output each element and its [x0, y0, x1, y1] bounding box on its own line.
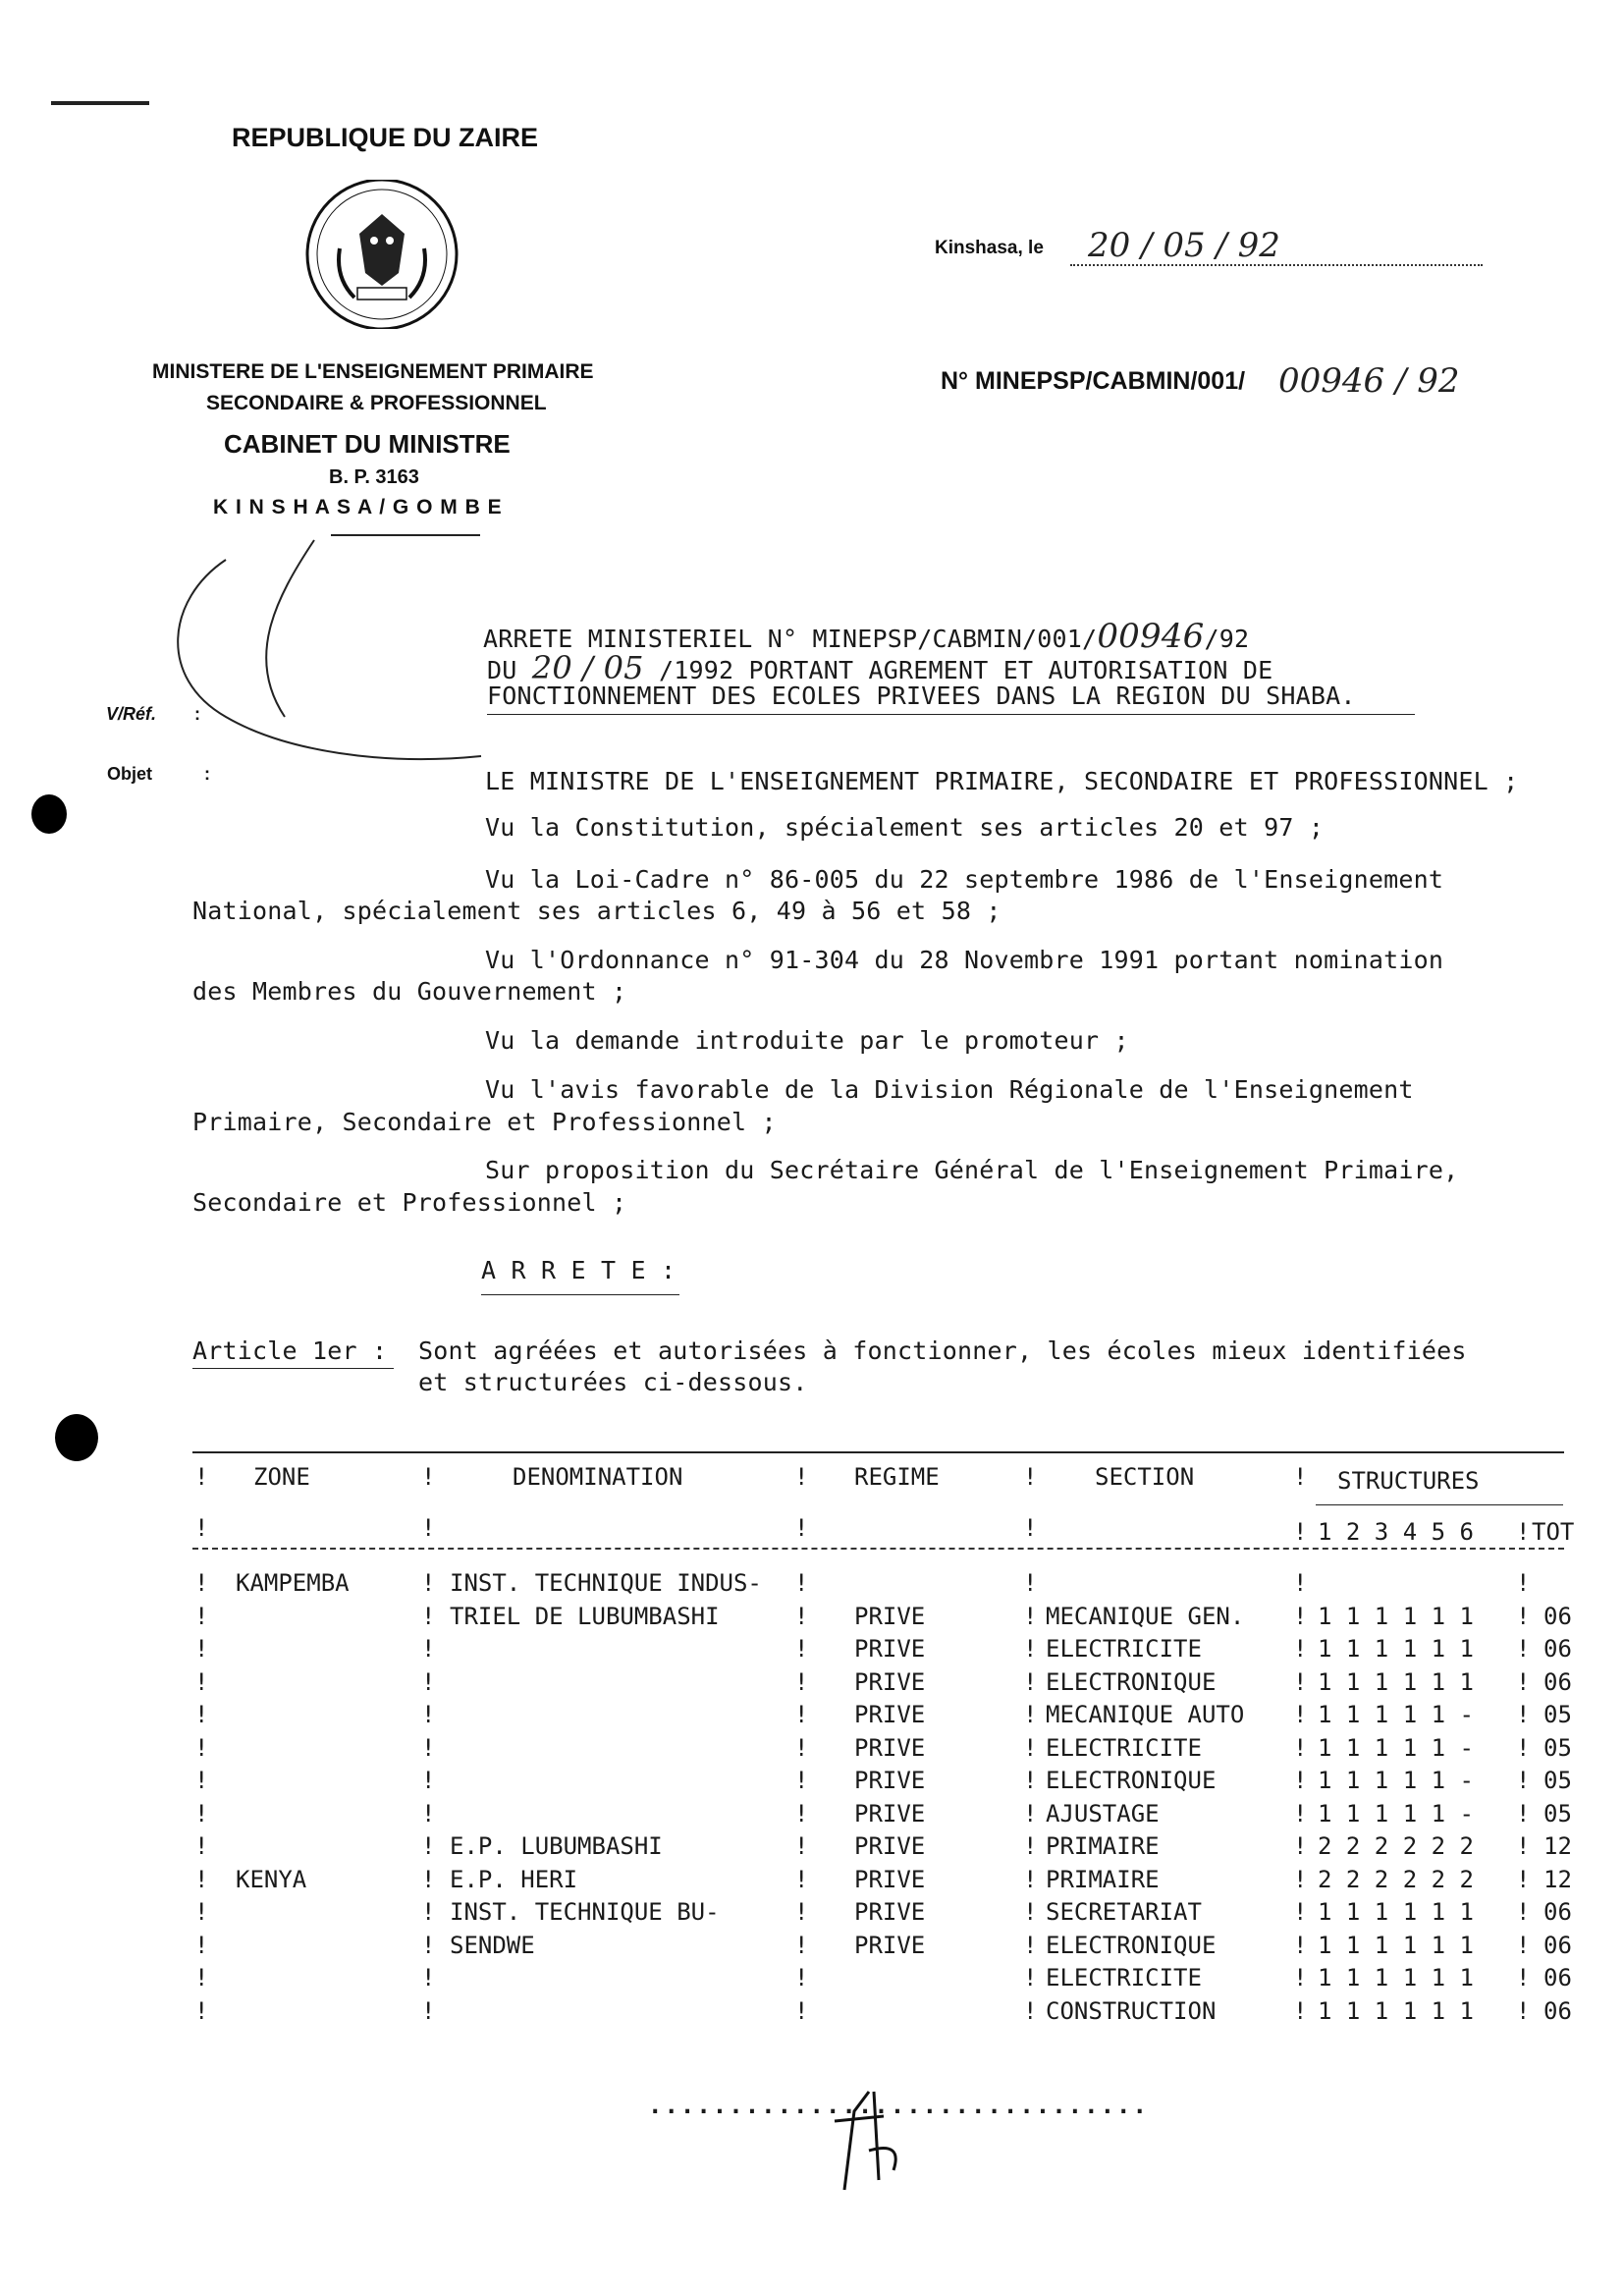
- column-separator: !: [421, 1832, 436, 1860]
- column-separator: !: [421, 1635, 436, 1663]
- cell-regime: PRIVE: [854, 1800, 926, 1827]
- column-separator: !: [1023, 1898, 1038, 1926]
- column-separator: !: [1023, 1767, 1038, 1794]
- vu-demande: Vu la demande introduite par le promoteur ;: [485, 1026, 1129, 1055]
- decree-title-line2-text: /1992 PORTANT AGREMENT ET AUTORISATION DE: [659, 656, 1273, 684]
- column-separator: !: [1516, 1800, 1531, 1827]
- cell-denomination: E.P. HERI: [450, 1866, 578, 1893]
- decree-title-underline: [487, 714, 1415, 715]
- column-separator: !: [1023, 1569, 1038, 1597]
- punch-hole-mark: [31, 794, 67, 834]
- column-separator: !: [1023, 1964, 1038, 1991]
- punch-hole-mark: [55, 1414, 98, 1461]
- cell-total: 05: [1543, 1701, 1572, 1728]
- cell-structures: 1 1 1 1 1 1: [1318, 1997, 1474, 2025]
- column-separator: !: [421, 1701, 436, 1728]
- vu-avis-line-1: Vu l'avis favorable de la Division Régionale de l'Enseignement: [485, 1075, 1414, 1104]
- cell-total: 06: [1543, 1668, 1572, 1696]
- column-separator: !: [194, 1964, 209, 1991]
- structures-underline: [1316, 1504, 1563, 1505]
- column-separator: !: [1516, 1767, 1531, 1794]
- city-line: K I N S H A S A / G O M B E: [213, 496, 503, 518]
- column-separator: !: [1293, 1635, 1308, 1663]
- vu-loi-cadre-line-1: Vu la Loi-Cadre n° 86-005 du 22 septembre 1986 de l'Enseignement: [485, 865, 1444, 894]
- cell-regime: PRIVE: [854, 1635, 926, 1663]
- column-separator: !: [194, 1668, 209, 1696]
- column-separator: !: [1516, 1964, 1531, 1991]
- column-separator: !: [1293, 1668, 1308, 1696]
- cell-zone: KAMPEMBA: [236, 1569, 350, 1597]
- column-separator: !: [794, 1668, 809, 1696]
- cell-total: 06: [1543, 1603, 1572, 1630]
- column-separator: !: [1516, 1832, 1531, 1860]
- column-separator: !: [1023, 1603, 1038, 1630]
- column-separator: !: [1023, 1800, 1038, 1827]
- column-separator: !: [194, 1800, 209, 1827]
- cell-total: 06: [1543, 1635, 1572, 1663]
- date-dotted-line: [1070, 264, 1483, 267]
- cell-section: ELECTRICITE: [1046, 1635, 1202, 1663]
- cell-regime: PRIVE: [854, 1866, 926, 1893]
- arrete-heading: A R R E T E :: [481, 1256, 677, 1284]
- cell-total: 12: [1543, 1866, 1572, 1893]
- column-separator: !: [1293, 1932, 1308, 1959]
- dateline-label: Kinshasa, le: [935, 238, 1044, 258]
- column-separator: !: [1023, 1734, 1038, 1762]
- column-separator: !: [1516, 1701, 1531, 1728]
- column-separator: !: [794, 1866, 809, 1893]
- table-top-rule: [192, 1451, 1564, 1453]
- handwritten-reference-number: 00946 / 92: [1278, 361, 1460, 401]
- decree-title-handwritten-number: 00946: [1097, 617, 1205, 656]
- column-separator: !: [1293, 1767, 1308, 1794]
- handwritten-signature: [825, 2072, 943, 2200]
- cell-structures: 1 1 1 1 1 -: [1318, 1734, 1474, 1762]
- cell-structures: 1 1 1 1 1 1: [1318, 1603, 1474, 1630]
- column-separator: !: [194, 1635, 209, 1663]
- column-separator: !: [1516, 1635, 1531, 1663]
- column-separator: !: [1293, 1997, 1308, 2025]
- column-separator: !: [194, 1767, 209, 1794]
- column-separator: !: [421, 1569, 436, 1597]
- document-page: REPUBLIQUE DU ZAIRE MINISTERE DE L'ENSEIGNEMENT PRIMAIRE SECONDAIRE & PROFESSIONNEL CABINET DU MINISTRE B. P. 3163 K I N S H A S A / G O M B E Kinshasa, le 20 / 05 / 92 N° MINEPSP/CABMIN/001/ 00946 / 92 V/Réf. : Objet : ARRETE MINISTERIEL N° MINEPSP/CABMIN/001/00946/92 DU 20 / 05 /1992 PORTANT AGREMENT ET AUTORISATION DE FONCTIONNEMENT DES ECOLES PRIVEES DANS LA REGION DU SHABA. LE MINISTRE DE L'ENSEIGNEMENT PRIMAIRE, SECONDAIRE ET PROFESSIONNEL ; Vu la Constitution, spécialement ses articles 20 et 97 ; Vu la Loi-Cadre n° 86-005 du 22 septembre 1986 de l'Enseignement National, spécialement ses articles 6, 49 à 56 et 58 ; Vu l'Ordonnance n° 91-304 du 28 Novembre 1991 portant nomination des Membres du Gouvernement ; Vu la demande introduite par le promoteur ; Vu l'avis favorable de la Division Régionale de l'Enseignement Primaire, Secondaire et Professionnel ; Sur proposition du Secrétaire Général de l'Enseignement Primaire, Secondaire et Professionnel ; A R R E T E : Article 1er : Sont agréées et autorisées à fonctionner, les écoles mieux identifiées et structurées ci-dessous. ! ZONE ! DENOMINATION ! REGIME ! SECTION ! STRUCTURES ! ! ! ! ! 1 2 3 4 5 6 ! TOT ! ! ! ! ! ! KAMPEMBA INST. TECHNIQUE INDUS- ! ! ! ! ! ! TRIEL DE LUBUMBASHI PRIVE MECANIQUE GEN. 1 1 1 1 1 1 06 ! ! ! ! ! ! PRIVE ELECTRICITE 1 1 1 1 1 1 06 ! ! ! ! ! ! PRIVE ELECTRONIQUE 1 1 1 1 1 1 06 ! ! ! ! ! ! PRIVE MECANIQUE AUTO 1 1 1 1 1 - 05 ! ! ! ! ! ! PRIVE ELECTRICITE 1 1 1 1 1 - 05 ! ! ! ! ! ! PRIVE ELECTRONIQUE 1 1 1 1 1 - 05 ! ! ! ! ! ! PRIVE AJUSTAGE 1 1 1 1 1 - 05 ! ! ! ! ! ! E.P. LUBUMBASHI PRIVE PRIMAIRE 2 2 2 2 2 2 12 ! ! ! ! ! ! KENYA E.P. HERI PRIVE PRIMAIRE 2 2 2 2 2 2 12 ! ! ! ! ! ! INST. TECHNIQUE BU- PRIVE SECRETARIAT 1 1 1 1 1 1 06 ! ! ! ! ! ! SENDWE PRIVE ELECTRONIQUE 1 1 1 1 1 1 06 ! ! ! ! ! ! ELECTRICITE 1 1 1 1 1 1 06 ! ! ! ! ! ! CONSTRUCTION 1 1 1 1 1 1 06 ...............................: [0, 0, 1624, 2291]
- cell-denomination: INST. TECHNIQUE INDUS-: [450, 1569, 762, 1597]
- cell-total: 06: [1543, 1997, 1572, 2025]
- vu-avis-line-2: Primaire, Secondaire et Professionnel ;: [192, 1108, 777, 1136]
- table-header-denomination: DENOMINATION: [513, 1463, 683, 1491]
- column-separator: !: [194, 1832, 209, 1860]
- cabinet-title: CABINET DU MINISTRE: [224, 429, 511, 459]
- column-separator: !: [1293, 1701, 1308, 1728]
- cell-denomination: INST. TECHNIQUE BU-: [450, 1898, 720, 1926]
- column-separator: !: [1516, 1866, 1531, 1893]
- cell-section: ELECTRICITE: [1046, 1964, 1202, 1991]
- decree-title-du: DU: [487, 656, 517, 684]
- ministry-line-1: MINISTERE DE L'ENSEIGNEMENT PRIMAIRE: [152, 360, 594, 383]
- cell-section: ELECTRICITE: [1046, 1734, 1202, 1762]
- table-header-structures: STRUCTURES: [1337, 1467, 1480, 1495]
- sur-proposition-line-2: Secondaire et Professionnel ;: [192, 1188, 627, 1217]
- table-header-total: TOT: [1532, 1518, 1575, 1546]
- corner-mark: [51, 101, 149, 105]
- column-separator: !: [794, 1569, 809, 1597]
- sur-proposition-line-1: Sur proposition du Secrétaire Général de l'Enseignement Primaire,: [485, 1156, 1459, 1184]
- cell-section: MECANIQUE GEN.: [1046, 1603, 1245, 1630]
- decree-title-suffix: /92: [1204, 625, 1250, 653]
- cell-regime: PRIVE: [854, 1668, 926, 1696]
- cell-section: MECANIQUE AUTO: [1046, 1701, 1245, 1728]
- column-separator: !: [1293, 1898, 1308, 1926]
- objet-label: Objet: [107, 764, 153, 784]
- cell-section: ELECTRONIQUE: [1046, 1668, 1217, 1696]
- column-separator: !: [1293, 1866, 1308, 1893]
- column-separator: !: [421, 1866, 436, 1893]
- cell-regime: PRIVE: [854, 1932, 926, 1959]
- column-separator: !: [421, 1997, 436, 2025]
- coat-of-arms-emblem: [300, 180, 463, 329]
- column-separator: !: [1023, 1701, 1038, 1728]
- cell-structures: 2 2 2 2 2 2: [1318, 1832, 1474, 1860]
- column-separator: !: [1516, 1603, 1531, 1630]
- column-separator: !: [794, 1832, 809, 1860]
- cell-section: PRIMAIRE: [1046, 1832, 1160, 1860]
- column-separator: !: [194, 1932, 209, 1959]
- reference-label: N° MINEPSP/CABMIN/001/: [941, 367, 1246, 395]
- cell-section: CONSTRUCTION: [1046, 1997, 1217, 2025]
- cell-total: 05: [1543, 1767, 1572, 1794]
- column-separator: !: [1516, 1734, 1531, 1762]
- cell-regime: PRIVE: [854, 1767, 926, 1794]
- column-separator: !: [1293, 1603, 1308, 1630]
- column-separator: !: [194, 1569, 209, 1597]
- column-separator: !: [194, 1898, 209, 1926]
- column-separator: !: [794, 1767, 809, 1794]
- column-separator: !: [1023, 1635, 1038, 1663]
- table-header-zone: ZONE: [253, 1463, 310, 1491]
- cell-structures: 1 1 1 1 1 1: [1318, 1635, 1474, 1663]
- article-label-underline: [192, 1368, 394, 1369]
- column-separator: !: [794, 1603, 809, 1630]
- column-separator: !: [1516, 1569, 1531, 1597]
- cell-structures: 1 1 1 1 1 -: [1318, 1800, 1474, 1827]
- column-separator: !: [1293, 1734, 1308, 1762]
- column-separator: !: [421, 1932, 436, 1959]
- column-separator: !: [794, 1997, 809, 2025]
- cell-denomination: E.P. LUBUMBASHI: [450, 1832, 663, 1860]
- cell-regime: PRIVE: [854, 1832, 926, 1860]
- vu-ordonnance-line-2: des Membres du Gouvernement ;: [192, 977, 627, 1006]
- ministry-line-2: SECONDAIRE & PROFESSIONNEL: [206, 392, 547, 414]
- column-separator: !: [794, 1898, 809, 1926]
- cell-section: ELECTRONIQUE: [1046, 1932, 1217, 1959]
- column-separator: !: [794, 1800, 809, 1827]
- vref-colon: :: [194, 704, 200, 724]
- republic-title: REPUBLIQUE DU ZAIRE: [232, 123, 539, 152]
- decree-title-line-3: FONCTIONNEMENT DES ECOLES PRIVEES DANS LA REGION DU SHABA.: [487, 682, 1356, 710]
- column-separator: !: [1293, 1569, 1308, 1597]
- article-label: Article 1er :: [192, 1336, 388, 1365]
- cell-regime: PRIVE: [854, 1898, 926, 1926]
- postal-box: B. P. 3163: [329, 466, 419, 488]
- column-separator: !: [421, 1603, 436, 1630]
- cell-section: AJUSTAGE: [1046, 1800, 1160, 1827]
- cell-regime: PRIVE: [854, 1603, 926, 1630]
- cell-structures: 1 1 1 1 1 1: [1318, 1668, 1474, 1696]
- column-separator: !: [194, 1734, 209, 1762]
- cell-total: 05: [1543, 1800, 1572, 1827]
- vref-label: V/Réf.: [106, 704, 157, 724]
- cell-section: SECRETARIAT: [1046, 1898, 1202, 1926]
- column-separator: !: [1516, 1997, 1531, 2025]
- column-separator: !: [794, 1635, 809, 1663]
- handwritten-loop-mark: [167, 520, 501, 786]
- cell-section: PRIMAIRE: [1046, 1866, 1160, 1893]
- column-separator: !: [794, 1701, 809, 1728]
- cell-structures: 1 1 1 1 1 1: [1318, 1898, 1474, 1926]
- objet-colon: :: [204, 764, 210, 784]
- cell-total: 06: [1543, 1964, 1572, 1991]
- table-header-regime: REGIME: [854, 1463, 940, 1491]
- column-separator: !: [194, 1603, 209, 1630]
- column-separator: !: [794, 1964, 809, 1991]
- column-separator: !: [1293, 1800, 1308, 1827]
- column-separator: !: [1516, 1668, 1531, 1696]
- column-separator: !: [1516, 1898, 1531, 1926]
- cell-structures: 1 1 1 1 1 -: [1318, 1701, 1474, 1728]
- column-separator: !: [1023, 1866, 1038, 1893]
- cell-structures: 2 2 2 2 2 2: [1318, 1866, 1474, 1893]
- footer-dotted-line: ...............................: [648, 2092, 1149, 2119]
- cell-total: 05: [1543, 1734, 1572, 1762]
- cell-zone: KENYA: [236, 1866, 307, 1893]
- table-header-row: !: [194, 1463, 209, 1491]
- column-separator: !: [1293, 1964, 1308, 1991]
- column-separator: !: [421, 1964, 436, 1991]
- decree-title-handwritten-date: 20 / 05: [531, 649, 644, 686]
- column-separator: !: [421, 1800, 436, 1827]
- column-separator: !: [1023, 1932, 1038, 1959]
- article-text-line-1: Sont agréées et autorisées à fonctionner, les écoles mieux identifiées: [418, 1336, 1467, 1365]
- column-separator: !: [194, 1866, 209, 1893]
- column-separator: !: [421, 1767, 436, 1794]
- column-separator: !: [421, 1668, 436, 1696]
- table-header-section: SECTION: [1095, 1463, 1195, 1491]
- cell-total: 06: [1543, 1932, 1572, 1959]
- vu-loi-cadre-line-2: National, spécialement ses articles 6, 49 à 56 et 58 ;: [192, 897, 1001, 925]
- cell-structures: 1 1 1 1 1 1: [1318, 1932, 1474, 1959]
- cell-total: 06: [1543, 1898, 1572, 1926]
- decree-title-prefix: ARRETE MINISTERIEL N° MINEPSP/CABMIN/001/: [483, 625, 1098, 653]
- cell-regime: PRIVE: [854, 1701, 926, 1728]
- column-separator: !: [1293, 1832, 1308, 1860]
- column-separator: !: [794, 1932, 809, 1959]
- vu-constitution: Vu la Constitution, spécialement ses articles 20 et 97 ;: [485, 813, 1325, 842]
- arrete-underline: [481, 1294, 679, 1295]
- column-separator: !: [421, 1734, 436, 1762]
- column-separator: !: [421, 1898, 436, 1926]
- article-text-line-2: et structurées ci-dessous.: [418, 1368, 808, 1396]
- cell-structures: 1 1 1 1 1 -: [1318, 1767, 1474, 1794]
- table-header-separator: [192, 1548, 1564, 1550]
- column-separator: !: [1023, 1668, 1038, 1696]
- cell-denomination: TRIEL DE LUBUMBASHI: [450, 1603, 720, 1630]
- column-separator: !: [194, 1997, 209, 2025]
- vu-ordonnance-line-1: Vu l'Ordonnance n° 91-304 du 28 Novembre 1991 portant nomination: [485, 946, 1444, 974]
- handwritten-date: 20 / 05 / 92: [1088, 226, 1280, 265]
- cell-regime: PRIVE: [854, 1734, 926, 1762]
- cell-denomination: SENDWE: [450, 1932, 535, 1959]
- column-separator: !: [794, 1734, 809, 1762]
- table-header-structure-columns: 1 2 3 4 5 6: [1318, 1518, 1474, 1546]
- column-separator: !: [194, 1701, 209, 1728]
- column-separator: !: [1516, 1932, 1531, 1959]
- column-separator: !: [1023, 1832, 1038, 1860]
- minister-line: LE MINISTRE DE L'ENSEIGNEMENT PRIMAIRE, SECONDAIRE ET PROFESSIONNEL ;: [485, 767, 1519, 795]
- cell-structures: 1 1 1 1 1 1: [1318, 1964, 1474, 1991]
- column-separator: !: [1023, 1997, 1038, 2025]
- cell-section: ELECTRONIQUE: [1046, 1767, 1217, 1794]
- cell-total: 12: [1543, 1832, 1572, 1860]
